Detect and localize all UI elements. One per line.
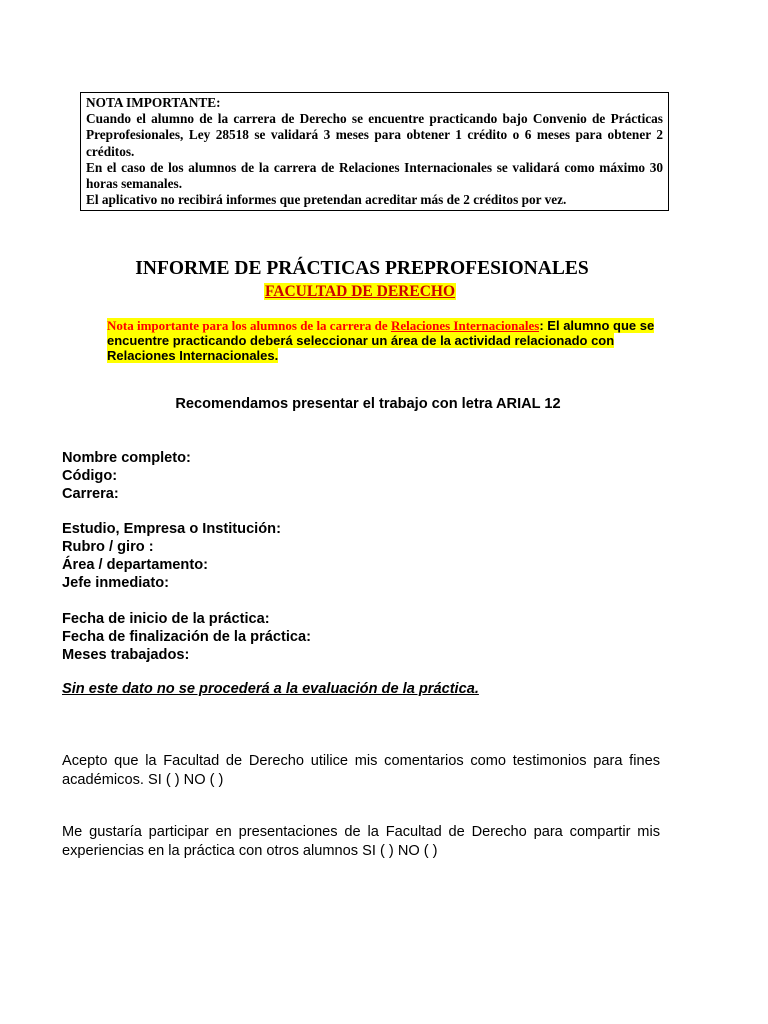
faculty-heading: [0, 283, 720, 301]
field-end-date: Fecha de finalización de la práctica:: [62, 629, 311, 645]
company-fields: [62, 520, 281, 592]
important-note-paragraph-1: Cuando el alumno de la carrera de Derecho se encuentre practicando bajo Convenio de Prácticas Preprofesionales, Ley 28518 se validará 3 meses para obtener 1 crédito o 6 meses para obtener 2 créditos.: [86, 111, 663, 159]
field-department: Área / departamento:: [62, 557, 208, 573]
document-title: INFORME DE PRÁCTICAS PREPROFESIONALES: [135, 258, 589, 279]
evaluation-warning: Sin este dato no se procederá a la evaluación de la práctica.: [62, 681, 479, 697]
field-full-name: Nombre completo:: [62, 450, 191, 466]
field-months-worked: Meses trabajados:: [62, 647, 190, 663]
important-note-title: NOTA IMPORTANTE:: [86, 95, 221, 110]
font-recommendation: Recomendamos presentar el trabajo con letra ARIAL 12: [175, 396, 561, 412]
faculty-name: FACULTAD DE DERECHO: [264, 283, 456, 300]
field-company: Estudio, Empresa o Institución:: [62, 521, 281, 537]
note-career-name: Relaciones Internacionales: [390, 318, 540, 333]
field-industry: Rubro / giro :: [62, 539, 154, 555]
presentation-consent: Me gustaría participar en presentaciones de la Facultad de Derecho para compartir mis experiencias en la práctica con otros alumnos SI ( ) NO ( ): [62, 824, 660, 859]
field-supervisor: Jefe inmediato:: [62, 575, 170, 591]
note-lead-text: Nota importante para los alumnos de la carrera de: [107, 318, 391, 333]
international-relations-note: [107, 318, 667, 363]
testimonial-consent: Acepto que la Facultad de Derecho utilice mis comentarios como testimonios para fines académicos. SI ( ) NO ( ): [62, 753, 660, 788]
important-note-paragraph-3: El aplicativo no recibirá informes que pretendan acreditar más de 2 créditos por vez.: [86, 192, 567, 208]
date-fields: [62, 610, 311, 664]
field-career: Carrera:: [62, 486, 119, 502]
important-note-box: [80, 92, 669, 211]
student-fields: [62, 449, 191, 503]
important-note-paragraph-2: En el caso de los alumnos de la carrera de Relaciones Internacionales se validará como máximo 30 horas semanales.: [86, 159, 663, 192]
note-body-text: El alumno que se encuentre practicando deberá seleccionar un área de la actividad relacionado con Relaciones Internacionales.: [107, 318, 655, 363]
field-start-date: Fecha de inicio de la práctica:: [62, 611, 270, 627]
field-code: Código:: [62, 468, 118, 484]
note-colon: :: [539, 318, 544, 333]
